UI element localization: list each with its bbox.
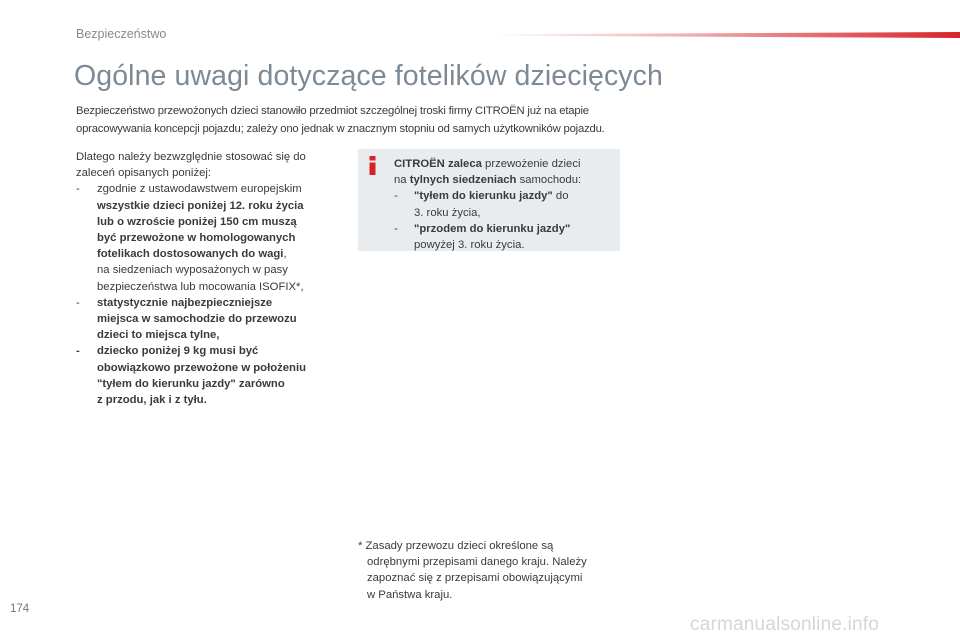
intro-line: opracowywania koncepcji pojazdu; zależy ono jednak w znacznym stopniu od samych użytkowników pojazdu. (76, 123, 605, 135)
info-text: do (552, 190, 569, 203)
page-number: 174 (10, 603, 30, 615)
list-dash: - (76, 183, 80, 196)
footnote-line: zapoznać się z przepisami obowiązującymi (367, 572, 583, 585)
info-text: na (394, 174, 410, 187)
list-item-text: lub o wzroście poniżej 150 cm muszą (97, 215, 297, 228)
list-item-text: wszystkie dzieci poniżej 12. roku życia (97, 199, 304, 212)
list-item-text: zgodnie z ustawodawstwem europejskim (97, 183, 302, 196)
info-text: samochodu: (516, 174, 582, 187)
info-text: powyżej 3. roku życia. (414, 239, 525, 252)
list-item-text: miejsca w samochodzie do przewozu (97, 313, 297, 326)
info-text: 3. roku życia, (414, 206, 481, 219)
list-dash: - (394, 222, 398, 235)
list-item-text: fotelikach dostosowanych do wagi (97, 248, 284, 261)
list-dash: - (76, 345, 80, 358)
list-item-text: , (283, 248, 287, 261)
page-title: Ogólne uwagi dotyczące fotelików dziecięcych (74, 60, 663, 92)
footnote-line: odrębnymi przepisami danego kraju. Należy (367, 556, 587, 569)
left-column (76, 149, 346, 408)
list-item-text: być przewożone w homologowanych (97, 232, 296, 245)
list-item-text: dziecko poniżej 9 kg musi być (97, 345, 259, 358)
info-text: tylnych siedzeniach (409, 174, 517, 187)
list-item (76, 295, 346, 344)
info-list-item (394, 221, 614, 253)
footnote-line: w Państwa kraju. (367, 588, 453, 601)
footnote-line: * Zasady przewozu dzieci określone są (358, 540, 554, 552)
intro-paragraph (76, 102, 636, 138)
list-item-text: bezpieczeństwa lub mocowania ISOFIX*, (97, 280, 304, 293)
lead-line: zaleceń opisanych poniżej: (76, 167, 212, 180)
list-item-text: dzieci to miejsca tylne, (97, 329, 220, 342)
info-list-item (394, 188, 614, 220)
info-text: przewożenie dzieci (481, 158, 581, 170)
list-item-text: na siedzeniach wyposażonych w pasy (97, 264, 288, 277)
footnote (358, 538, 618, 603)
info-text: "przodem do kierunku jazdy" (414, 222, 571, 235)
list-item-text: z przodu, jak i z tyłu. (97, 394, 207, 407)
watermark: carmanualsonline.info (690, 614, 880, 635)
info-text: "tyłem do kierunku jazdy" (414, 190, 553, 203)
section-label: Bezpieczeństwo (76, 27, 167, 41)
list-dash: - (394, 190, 398, 203)
list-item (76, 181, 346, 294)
info-box-text (394, 156, 614, 253)
info-icon (366, 156, 379, 175)
list-item (76, 343, 346, 408)
list-item-text: "tyłem do kierunku jazdy" zarówno (97, 377, 285, 390)
info-brand: CITROËN zaleca (394, 158, 482, 170)
intro-line: Bezpieczeństwo przewożonych dzieci stanowiło przedmiot szczególnej troski firmy CITROËN już na etapie (76, 105, 589, 117)
list-dash: - (76, 296, 80, 309)
list-item-text: obowiązkowo przewożone w położeniu (97, 361, 306, 374)
header-accent-line (490, 32, 960, 38)
list-item-text: statystycznie najbezpieczniejsze (97, 296, 273, 309)
lead-line: Dlatego należy bezwzględnie stosować się do (76, 151, 306, 163)
